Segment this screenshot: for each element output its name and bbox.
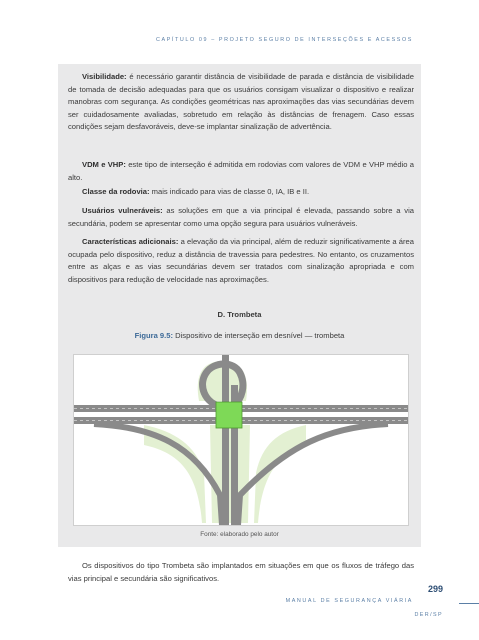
figure-caption [58,331,421,340]
paragraph-label: Usuários vulneráveis: [82,206,163,215]
section-title: D. Trombeta [217,310,262,319]
paragraph-label: Classe da rodovia: [82,187,150,196]
footer-manual-title: MANUAL DE SEGURANÇA VIÁRIA [285,598,413,604]
paragraph-text: é necessário garantir distância de visibilidade de parada e distância de visibilidade de tomada de decisão adequadas para que os usuários consigam visualizar o dispositivo e realizar manobras com segurança. As condições geométricas nas aproximações das vias secundárias devem ser cuidadosamente avaliadas, sobretudo em relação às distâncias de frenagem. Caso essas condições sejam desfavoráveis, deve-se implantar sinalização de advertência. [68,72,414,132]
paragraph-text: as soluções em que a via principal é elevada, passando sobre a via secundária, podem se apresentar como uma opção segura para usuários vulneráveis. [68,206,414,228]
footer-org: DER/SP [414,612,443,618]
interchange-diagram [74,355,408,525]
page-number: 299 [427,584,443,594]
paragraph-text: este tipo de interseção é admitida em rodovias com valores de VDM e VHP médio a alto. [68,160,415,182]
figure-caption-text: Dispositivo de interseção em desnível — trombeta [173,331,345,340]
paragraph-visibilidade [68,71,414,134]
body-paragraph: Os dispositivos do tipo Trombeta são implantados em situações em que os fluxos de tráfego das vias principal e secundária são significativos. [68,561,414,583]
paragraph-text: mais indicado para vias de classe 0, IA, IB e II. [149,187,310,196]
paragraph-usuarios [68,205,414,230]
ramp-right [238,424,388,525]
footer-divider [459,603,479,604]
figure-label: Figura 9.5: [134,331,174,340]
paragraph-classe [68,186,414,199]
center-infield [210,425,250,523]
paragraph-text: a elevação da via principal, além de reduzir significativamente a área ocupada pelo dispositivo, reduz a distância de travessia para pedestres. No entanto, os cruzamentos entre as alças e as vias secundárias devem ser tratados com sinalização apropriada e com dispositivos para redução de velocidade nas aproximações. [68,237,414,284]
bridge-deck [216,402,242,428]
trumpet-interchange-figure [73,354,409,526]
lower-infield-left [144,425,206,523]
paragraph-label: Características adicionais: [82,237,179,246]
chapter-header: CAPÍTULO 09 – PROJETO SEGURO DE INTERSEÇÕES E ACESSOS [156,37,413,43]
paragraph-label: Visibilidade: [82,72,127,81]
paragraph-label: VDM e VHP: [82,160,126,169]
paragraph-vdm [68,159,414,184]
paragraph-caracteristicas [68,236,414,286]
figure-source: Fonte: elaborado pelo autor [200,531,279,538]
